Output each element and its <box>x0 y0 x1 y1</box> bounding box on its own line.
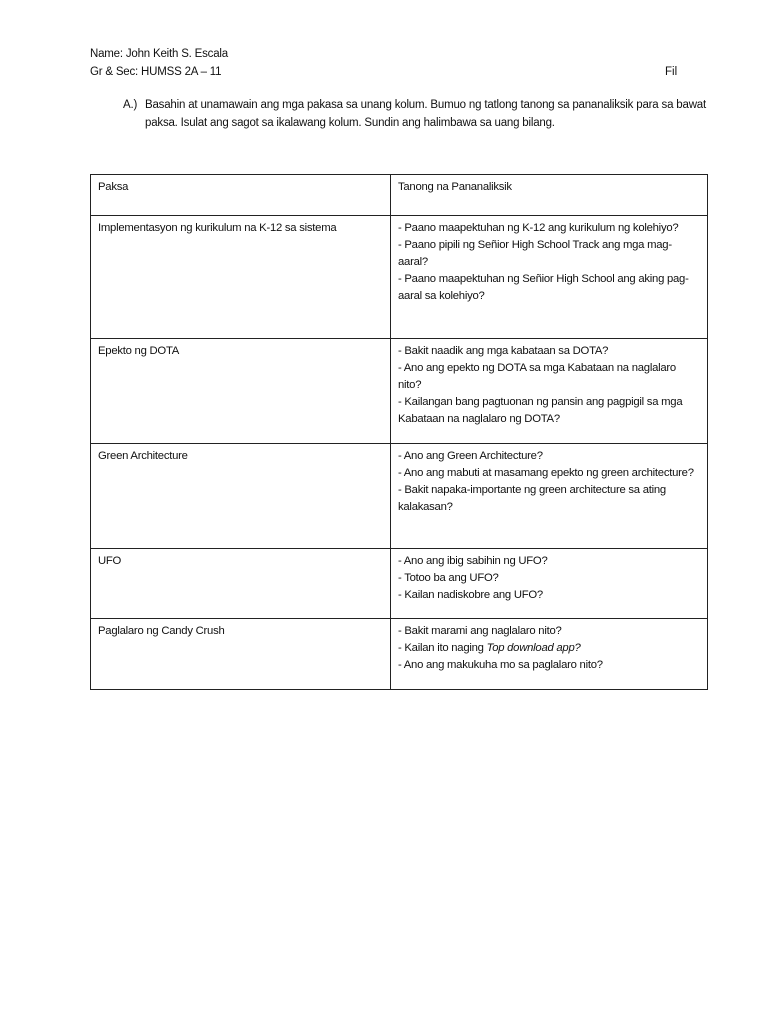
question-item: - Ano ang epekto ng DOTA sa mga Kabataan na naglalaro nito? <box>398 362 676 391</box>
instructions-text: Basahin at unamawain ang mga pakasa sa unang kolum. Bumuo ng tatlong tanong sa pananaliksik para sa bawat paksa. Isulat ang sagot sa ikalawang kolum. Sundin ang halimbawa sa uang bilang. <box>145 99 706 129</box>
topic-cell: Green Architecture <box>91 444 391 549</box>
student-name: Name: John Keith S. Escala <box>90 48 228 60</box>
questions-cell <box>391 339 708 444</box>
instructions <box>123 97 706 132</box>
topic-cell: Implementasyon ng kurikulum na K-12 sa sistema <box>91 216 391 339</box>
question-item: - Totoo ba ang UFO? <box>398 572 499 584</box>
table-row <box>91 216 708 339</box>
question-item: - Paano maapektuhan ng Señior High School ang aking pag-aaral sa kolehiyo? <box>398 273 689 302</box>
question-item: - Kailan nadiskobre ang UFO? <box>398 589 543 601</box>
research-questions-table <box>90 174 708 690</box>
question-item: - Paano maapektuhan ng K-12 ang kurikulum ng kolehiyo? <box>398 222 679 234</box>
instructions-marker: A.) <box>123 99 138 111</box>
topic-cell: UFO <box>91 549 391 619</box>
question-item: - Paano pipili ng Señior High School Track ang mga mag-aaral? <box>398 239 672 268</box>
table-header-row <box>91 175 708 216</box>
header-paksa: Paksa <box>91 175 391 216</box>
question-item <box>398 640 701 657</box>
grade-section: Gr & Sec: HUMSS 2A – 11 <box>90 66 222 78</box>
question-item: - Kailangan bang pagtuonan ng pansin ang pagpigil sa mga Kabataan na naglalaro ng DOTA? <box>398 396 683 425</box>
header-tanong: Tanong na Pananaliksik <box>391 175 708 216</box>
topic-cell: Epekto ng DOTA <box>91 339 391 444</box>
table-row <box>91 619 708 690</box>
table-row <box>91 444 708 549</box>
question-item: - Bakit naadik ang mga kabataan sa DOTA? <box>398 345 609 357</box>
questions-cell <box>391 444 708 549</box>
question-item: - Bakit marami ang naglalaro nito? <box>398 625 562 637</box>
questions-cell <box>391 549 708 619</box>
subject-label: Fil <box>665 66 678 78</box>
questions-cell <box>391 619 708 690</box>
question-item: - Ano ang Green Architecture? <box>398 450 543 462</box>
question-item: - Ano ang ibig sabihin ng UFO? <box>398 555 548 567</box>
topic-cell: Paglalaro ng Candy Crush <box>91 619 391 690</box>
question-item: - Ano ang mabuti at masamang epekto ng green architecture? <box>398 467 694 479</box>
question-item: - Bakit napaka-importante ng green architecture sa ating kalakasan? <box>398 484 666 513</box>
question-item: - Ano ang makukuha mo sa paglalaro nito? <box>398 659 603 671</box>
question-text: - Kailan ito naging <box>398 642 487 654</box>
table-row <box>91 339 708 444</box>
questions-cell <box>391 216 708 339</box>
question-italic-text: Top download app? <box>486 642 581 654</box>
table-row <box>91 549 708 619</box>
